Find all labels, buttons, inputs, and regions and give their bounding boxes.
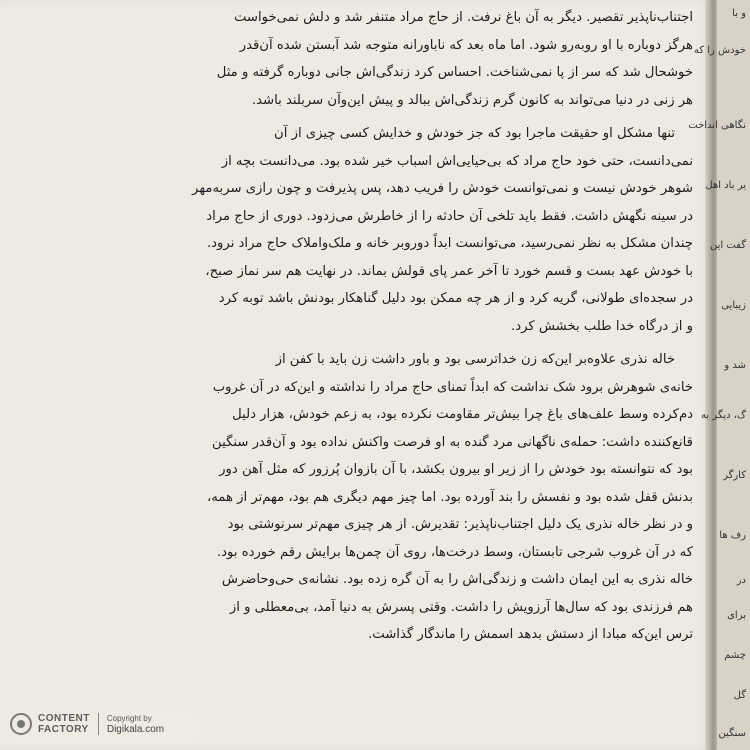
next-page-fragment: شد و	[724, 360, 746, 371]
text-line: دم‌کرده وسط علف‌های باغ چرا بیش‌تر مقاومت نکرده بود، به زعم خودش، هزار دلیل	[232, 407, 693, 422]
text-line: اجتناب‌ناپذیر تقصیر. دیگر به آن باغ نرفت. از حاج مراد متنفر شد و دلش نمی‌خواست	[233, 10, 693, 25]
next-page-fragment: رف ها	[719, 530, 746, 541]
text-line: هر زنی در دنیا می‌تواند به کانون گرم زندگی‌اش ببالد و پیش این‌وآن سربلند باشد.	[251, 92, 693, 108]
watermark-divider	[98, 713, 99, 735]
next-page-fragment: سنگین	[718, 728, 746, 739]
next-page-fragment: و با	[732, 8, 746, 19]
copyright-watermark	[10, 713, 164, 735]
next-page-fragment: خودش را که	[693, 45, 746, 56]
text-line: خانه‌ی شوهرش برود شک نداشت که ابداً تمنای حاج مراد را نداشته و این‌که در آن غروب	[212, 379, 693, 395]
text-line: و در نظر خاله نذری یک دلیل اجتناب‌ناپذیر: تقدیرش. از هر چیزی مهم‌تر سرنوشتی بود	[227, 517, 693, 532]
next-page-fragment: زیبایی	[721, 300, 746, 311]
watermark-brand-bottom: FACTORY	[38, 724, 89, 735]
next-page-fragment: چشم	[724, 650, 746, 661]
next-page-fragment: گ، دیگر به	[701, 410, 746, 421]
copyright-label: Copyright by	[106, 714, 152, 723]
text-line: خاله نذری به این ایمان داشت و زندگی‌اش را به آن گره زده بود. نشانه‌ی حی‌وحاضرش	[221, 572, 693, 587]
page-text	[155, 4, 693, 649]
next-page-fragment: یر باد اهل	[705, 180, 746, 191]
next-page-fragment: کارگر	[723, 470, 746, 481]
next-page-edge	[688, 0, 750, 750]
text-line: در سجده‌ای طولانی، گریه کرد و از هر چه ممکن بود دلیل گناهکار بودنش باشد توبه کرد	[218, 291, 693, 306]
copyright-site: Digikala.com	[106, 724, 165, 735]
next-page-fragment: گل	[733, 690, 746, 701]
content-factory-logo-icon	[10, 713, 32, 735]
text-line: بدنش قفل شده بود و نفسش را بند آورده بود. اما چیز مهم دیگری هم بود، مهم‌تر از همه،	[207, 489, 693, 505]
text-line: نمی‌دانست، حتی خود حاج مراد که بی‌حیایی‌اش اسباب خیر شده بود. می‌دانست بچه از	[221, 153, 693, 169]
text-line: قانع‌کننده داشت: حمله‌ی ناگهانی مرد گنده به او فرصت واکنش نداده بود و آن‌قدر سنگین	[212, 434, 693, 450]
watermark-copyright	[107, 713, 164, 735]
next-page-fragment: در	[736, 575, 746, 586]
next-page-fragment: گفت این	[710, 240, 746, 251]
next-page-fragment: برای	[727, 610, 746, 621]
text-line: و از درگاه خدا طلب بخشش کرد.	[511, 318, 693, 334]
text-line: ترس این‌که مبادا از دستش بدهد اسمش را ماندگار گذاشت.	[368, 627, 693, 642]
text-line: با خودش عهد بست و قسم خورد تا آخر عمر پای قولش بماند. در نهایت هم سر نماز صبح،	[205, 263, 693, 279]
text-line: شوهر خودش نیست و نمی‌توانست خودش را فریب دهد، پس پذیرفت و چون رازی سربه‌مهر	[192, 181, 693, 196]
text-line: تنها مشکل او حقیقت ماجرا بود که جز خودش و خدایش کسی چیزی از آن	[274, 126, 675, 141]
text-line: هرگز دوباره با او روبه‌رو شود. اما ماه بعد که ناباورانه متوجه شد آبستن شده آن‌قدر	[239, 37, 693, 53]
text-line: که در آن غروب شرجی تابستان، وسط درخت‌ها، روی آن چمن‌ها برایش رقم خورده بود.	[216, 544, 693, 560]
text-line: خوشحال شد که سر از پا نمی‌شناخت. احساس کرد زندگی‌اش جانی دوباره گرفته و مثل	[216, 65, 693, 80]
watermark-brand-top: CONTENT	[38, 713, 90, 724]
text-line: در سینه نگهش داشت. فقط باید تلخی آن حادثه را از خاطرش می‌زدود. دوری از حاج مراد	[206, 208, 693, 224]
next-page-fragment: نگاهی انداخت	[688, 120, 746, 131]
watermark-brand	[38, 713, 90, 735]
text-line: هم فرزندی بود که سال‌ها آرزویش را داشت. وقتی پسرش به دنیا آمد، بی‌معطلی و از	[229, 599, 693, 615]
text-line: بود که نتوانسته بود خودش را از زیر او بیرون بکشد، با آن بازوان پُرزور که مثل آهن دور	[219, 462, 693, 477]
text-line: چندان مشکل به نظر نمی‌رسید، می‌توانست ابداً دوروبر خانه و ملک‌واملاک حاج مراد نرود.	[206, 236, 693, 251]
text-line: خاله نذری علاوه‌بر این‌که زن خداترسی بود و باور داشت زن باید با کفن از	[275, 352, 675, 367]
